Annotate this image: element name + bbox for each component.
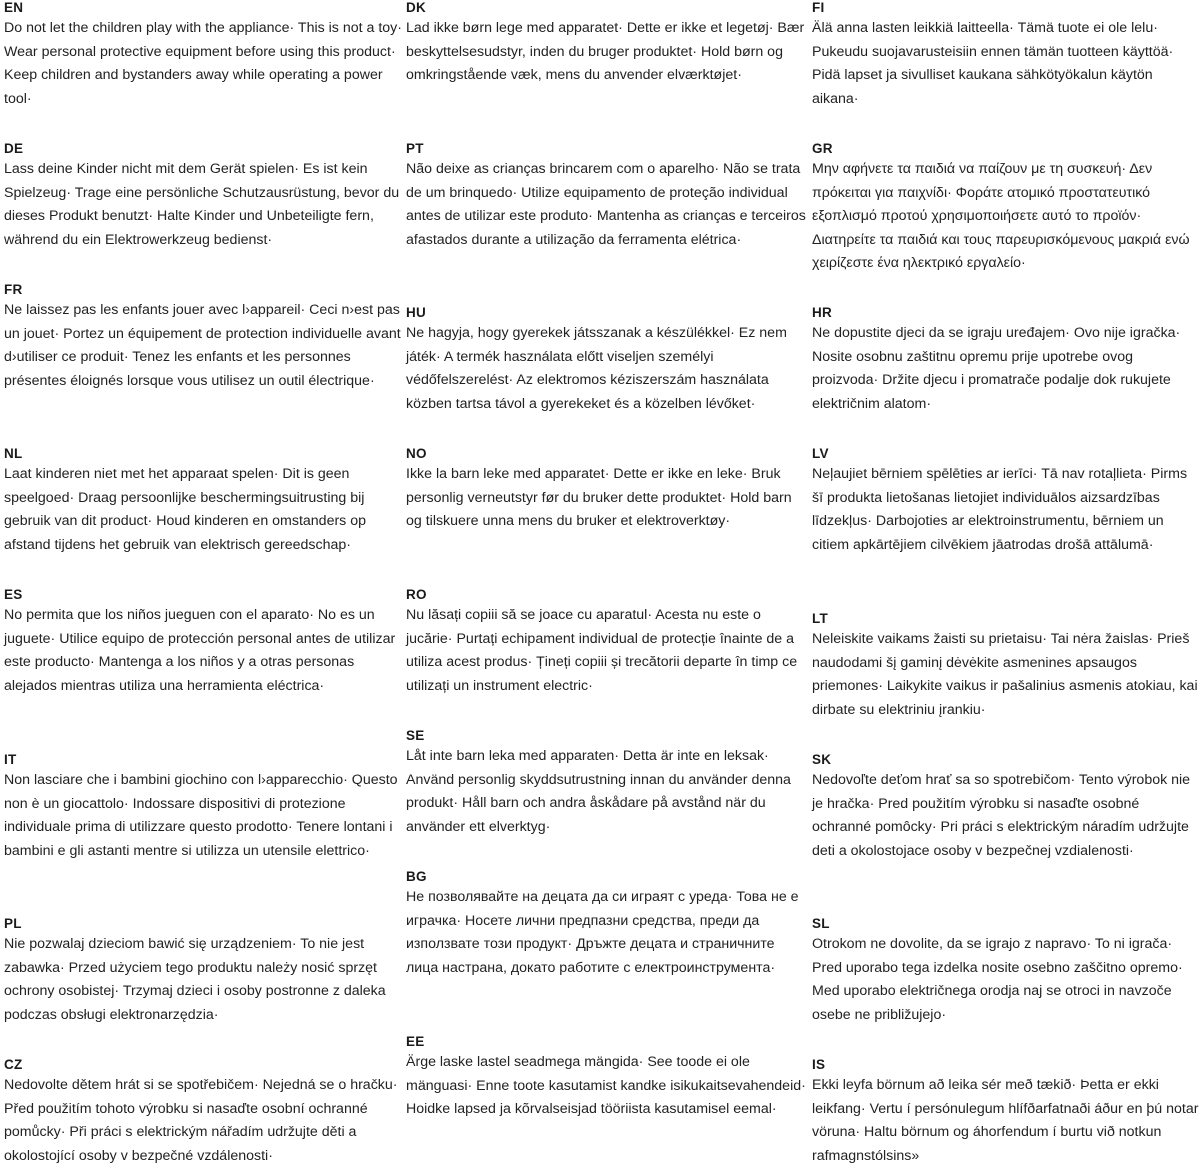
section-sl xyxy=(812,916,1200,1027)
warning-text: Neļaujiet bērniem spēlēties ar ierīci· Tā nav rotaļlieta· Pirms šī produkta lietošanas lietojiet individuālos aizsardzības līdzekļus· Darbojoties ar elektroinstrumentu, bērniem un citiem apkārtējiem cilvēkiem jāatrodas drošā attālumā· xyxy=(812,466,1188,553)
language-code: EN xyxy=(4,0,24,15)
warning-text: Nedovoľte deťom hrať sa so spotrebičom· Tento výrobok nie je hračka· Pred použitím výrobku si nasaďte osobné ochranné pomôcky· Pri práci s elektrickým náradím udržujte deti a okolostojace osoby v bezpečnej vzdialenosti· xyxy=(812,772,1191,859)
warning-text: Do not let the children play with the appliance· This is not a toy· Wear personal protective equipment before using this product· Keep children and bystanders away while operating a power tool· xyxy=(4,20,402,107)
warning-text: Neleiskite vaikams žaisti su prietaisu· Tai nėra žaislas· Prieš naudodami šį gaminį dėvėkite asmenines apsaugos priemones· Laikykite vaikus ir pašalinius asmenis atokiau, kai dirbate su elektriniu įrankiu· xyxy=(812,631,1198,718)
warning-text: Не позволявайте на децата да си играят с уреда· Това не е играчка· Носете лични предпазни средства, преди да използвате този продукт· Дръжте децата и страничните лица настрана, докато работите с електроинструмента· xyxy=(406,889,799,976)
warning-text: Ne laissez pas les enfants jouer avec l›appareil· Ceci n›est pas un jouet· Portez un équipement de protection individuelle avant d›utiliser ce produit· Tenez les enfants et les personnes présentes éloignés lorsque vous utilisez un outil électrique· xyxy=(4,302,401,389)
warning-text: Nie pozwalaj dzieciom bawić się urządzeniem· To nie jest zabawka· Przed użyciem tego produktu należy nosić sprzęt ochrony osobistej· Trzymaj dzieci i osoby postronne z daleka podczas obsługi elektronarzędzia· xyxy=(4,936,386,1023)
warning-text: Ärge laske lastel seadmega mängida· See toode ei ole mänguasi· Enne toote kasutamist kandke isikukaitsevahendeid· Hoidke lapsed ja kõrvalseisjad tööriista kasutamisel eemal· xyxy=(406,1054,806,1117)
section-lv xyxy=(812,446,1200,557)
section-cz xyxy=(4,1057,403,1168)
warning-text: Lad ikke børn lege med apparatet· Dette er ikke et legetøj· Bær beskyttelsesudstyr, inden du bruger produktet· Hold børn og omkringstående væk, mens du anvender elværktøjet· xyxy=(406,20,805,83)
column-right xyxy=(806,0,1200,1169)
section-it xyxy=(4,752,403,863)
language-code: SL xyxy=(812,916,830,931)
section-is xyxy=(812,1057,1200,1168)
warning-text: Ekki leyfa börnum að leika sér með tækið· Þetta er ekki leikfang· Vertu í persónulegum hlífðarfatnaði áður en þú notar vöruna· Haltu börnum og áhorfendum í burtu við notkun rafmagnstólsins» xyxy=(812,1077,1199,1164)
warning-text: Låt inte barn leka med apparaten· Detta är inte en leksak· Använd personlig skyddsutrustning innan du använder denna produkt· Håll barn och andra åskådare på avstånd när du använder ett elverktyg· xyxy=(406,748,791,835)
language-code: SE xyxy=(406,728,425,743)
language-code: SK xyxy=(812,752,832,767)
warning-text: Ikke la barn leke med apparatet· Dette er ikke en leke· Bruk personlig verneutstyr før du bruker dette produktet· Hold barn og tilskuere unna mens du bruker et elektroverktøy· xyxy=(406,466,792,529)
column-middle xyxy=(403,0,806,1169)
section-hr xyxy=(812,305,1200,416)
section-de xyxy=(4,141,403,252)
language-code: NL xyxy=(4,446,23,461)
language-code: GR xyxy=(812,141,833,156)
language-code: PL xyxy=(4,916,22,931)
language-code: PT xyxy=(406,141,424,156)
warning-text: Ne dopustite djeci da se igraju uređajem· Ovo nije igračka· Nosite osobnu zaštitnu opremu prije upotrebe ovog proizvoda· Držite djecu i promatrače podalje dok rukujete električnim alatom· xyxy=(812,325,1181,412)
section-pt xyxy=(406,141,806,252)
section-hu xyxy=(406,305,806,416)
warning-text: Laat kinderen niet met het apparaat spelen· Dit is geen speelgoed· Draag persoonlijke beschermingsuitrusting bij gebruik van dit product· Houd kinderen en omstanders op afstand tijdens het gebruik van elektrisch gereedschap· xyxy=(4,466,366,553)
section-gr xyxy=(812,141,1200,276)
warning-text: Non lasciare che i bambini giochino con l›apparecchio· Questo non è un giocattolo· Indossare dispositivi di protezione individuale prima di utilizzare questo prodotto· Tenere lontani i bambini e gli astanti mentre si utilizza un utensile elettrico· xyxy=(4,772,398,859)
language-code: CZ xyxy=(4,1057,23,1072)
language-code: IT xyxy=(4,752,17,767)
language-code: NO xyxy=(406,446,427,461)
language-code: IS xyxy=(812,1057,826,1072)
section-en xyxy=(4,0,403,111)
warning-text: Otrokom ne dovolite, da se igrajo z napravo· To ni igrača· Pred uporabo tega izdelka nosite osebno zaščitno opremo· Med uporabo električnega orodja naj se otroci in navzoče osebe ne približujejo· xyxy=(812,936,1183,1023)
section-ee xyxy=(406,1034,806,1122)
warning-text: Ne hagyja, hogy gyerekek játsszanak a készülékkel· Ez nem játék· A termék használata előtt viseljen személyi védőfelszerelést· Az elektromos kéziszerszám használata közben tartsa távol a gyerekeket és a közelben lévőket· xyxy=(406,325,787,412)
language-code: FI xyxy=(812,0,825,15)
warning-text: No permita que los niños jueguen con el aparato· No es un juguete· Utilice equipo de protección personal antes de utilizar este producto· Mantenga a los niños y a otras personas alejados mientras utiliza una herramienta eléctrica· xyxy=(4,607,396,694)
section-se xyxy=(406,728,806,839)
language-code: RO xyxy=(406,587,427,602)
section-nl xyxy=(4,446,403,557)
language-code: LT xyxy=(812,611,828,626)
warning-text: Não deixe as crianças brincarem com o aparelho· Não se trata de um brinquedo· Utilize equipamento de proteção individual antes de utilizar este produto· Mantenha as crianças e terceiros afastados durante a utilização da ferramenta elétrica· xyxy=(406,161,806,248)
section-fr xyxy=(4,282,403,393)
section-no xyxy=(406,446,806,534)
warning-text: Lass deine Kinder nicht mit dem Gerät spielen· Es ist kein Spielzeug· Trage eine persönliche Schutzausrüstung, bevor du dieses Produkt benutzt· Halte Kinder und Unbeteiligte fern, während du ein Elektrowerkzeug bedienst· xyxy=(4,161,400,248)
section-bg xyxy=(406,869,806,980)
section-fi xyxy=(812,0,1200,111)
warning-text: Nedovolte dětem hrát si se spotřebičem· Nejedná se o hračku· Před použitím tohoto výrobku si nasaďte osobní ochranné pomůcky· Při práci s elektrickým nářadím udržujte děti a okolostojící osoby v bezpečné vzdálenosti· xyxy=(4,1077,398,1164)
warning-text: Μην αφήνετε τα παιδιά να παίζουν με τη συσκευή· Δεν πρόκειται για παιχνίδι· Φοράτε ατομικό προστατευτικό εξοπλισμό προτού χρησιμοποιήσετε αυτό το προϊόν· Διατηρείτε τα παιδιά και τους παρευρισκόμενους μακριά ενώ χειρίζεστε ένα ηλεκτρικό εργαλείο· xyxy=(812,161,1190,271)
language-code: BG xyxy=(406,869,427,884)
section-pl xyxy=(4,916,403,1027)
section-ro xyxy=(406,587,806,698)
language-code: LV xyxy=(812,446,829,461)
warning-text: Nu lăsați copiii să se joace cu aparatul· Acesta nu este o jucărie· Purtați echipament individual de protecție înainte de a utiliza acest produs· Țineți copiii și trecătorii departe în timp ce utilizați un instrument electric· xyxy=(406,607,798,694)
warning-text: Älä anna lasten leikkiä laitteella· Tämä tuote ei ole lelu· Pukeudu suojavarusteisiin ennen tämän tuotteen käyttöä· Pidä lapset ja sivulliset kaukana sähkötyökalun käytön aikana· xyxy=(812,20,1174,107)
language-code: DK xyxy=(406,0,426,15)
section-es xyxy=(4,587,403,698)
language-code: EE xyxy=(406,1034,425,1049)
language-code: ES xyxy=(4,587,23,602)
language-code: HU xyxy=(406,305,426,320)
section-dk xyxy=(406,0,806,88)
section-lt xyxy=(812,611,1200,722)
language-code: DE xyxy=(4,141,24,156)
section-sk xyxy=(812,752,1200,863)
language-code: HR xyxy=(812,305,832,320)
language-code: FR xyxy=(4,282,23,297)
column-left xyxy=(0,0,403,1169)
